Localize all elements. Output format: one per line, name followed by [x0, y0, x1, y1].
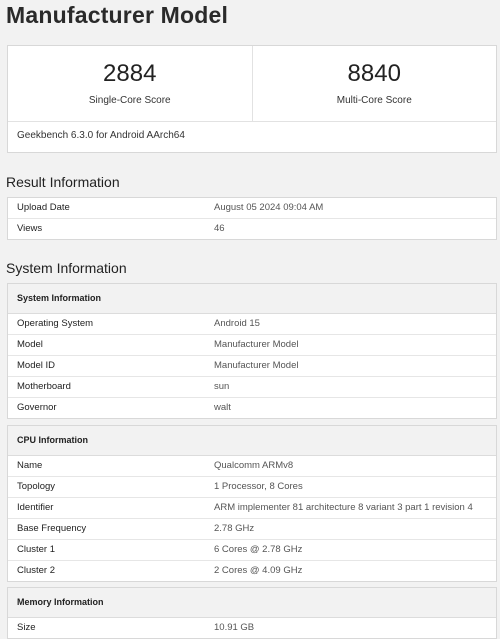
- result-information-table: [7, 197, 497, 240]
- multi-core-label: Multi-Core Score: [336, 95, 412, 106]
- row-value: 6 Cores @ 2.78 GHz: [214, 544, 303, 555]
- row-value: August 05 2024 09:04 AM: [214, 202, 324, 213]
- row-key: Model: [17, 339, 43, 350]
- row-value: Qualcomm ARMv8: [214, 460, 294, 471]
- row-value: Android 15: [214, 318, 260, 329]
- score-row: [8, 46, 496, 122]
- row-key: Views: [17, 223, 43, 234]
- table-row: [8, 498, 496, 519]
- row-key: Upload Date: [17, 202, 70, 213]
- row-key: Operating System: [17, 318, 94, 329]
- geekbench-version: Geekbench 6.3.0 for Android AArch64: [17, 130, 185, 141]
- table-row: [8, 477, 496, 498]
- row-value: 10.91 GB: [214, 622, 255, 633]
- table-row: [8, 456, 496, 477]
- row-key: Base Frequency: [17, 523, 87, 534]
- row-key: Governor: [17, 402, 57, 413]
- memory-information-table: [7, 587, 497, 639]
- row-value: 46: [214, 223, 225, 234]
- row-value: ARM implementer 81 architecture 8 variant 3 part 1 revision 4: [214, 502, 473, 513]
- row-value: Manufacturer Model: [214, 360, 299, 371]
- row-key: Size: [17, 622, 36, 633]
- row-value: 2.78 GHz: [214, 523, 255, 534]
- row-key: Cluster 1: [17, 544, 56, 555]
- table-row: [8, 519, 496, 540]
- table-row: [8, 377, 496, 398]
- row-value: 1 Processor, 8 Cores: [214, 481, 303, 492]
- page-title: Manufacturer Model: [6, 2, 229, 28]
- row-key: Cluster 2: [17, 565, 56, 576]
- multi-core-cell: [252, 46, 497, 121]
- table-row: [8, 398, 496, 418]
- row-key: Model ID: [17, 360, 56, 371]
- table-row: [8, 198, 496, 219]
- row-key: Motherboard: [17, 381, 71, 392]
- table-header: System Information: [8, 284, 496, 314]
- row-value: walt: [214, 402, 231, 413]
- system-information-title: System Information: [6, 260, 127, 276]
- row-value: sun: [214, 381, 230, 392]
- row-value: Manufacturer Model: [214, 339, 299, 350]
- row-key: Identifier: [17, 502, 54, 513]
- multi-core-score[interactable]: 8840: [347, 60, 401, 87]
- row-key: Topology: [17, 481, 56, 492]
- single-core-label: Single-Core Score: [88, 95, 171, 106]
- single-core-cell: [8, 46, 252, 121]
- row-key: Name: [17, 460, 43, 471]
- row-value: 2 Cores @ 4.09 GHz: [214, 565, 303, 576]
- single-core-score[interactable]: 2884: [103, 60, 157, 87]
- table-header: CPU Information: [8, 426, 496, 456]
- system-information-table: [7, 283, 497, 419]
- table-row: [8, 314, 496, 335]
- score-card: [7, 45, 497, 153]
- table-row: [8, 618, 496, 638]
- table-header: Memory Information: [8, 588, 496, 618]
- table-row: [8, 219, 496, 239]
- table-row: [8, 356, 496, 377]
- cpu-information-table: [7, 425, 497, 582]
- table-row: [8, 540, 496, 561]
- table-row: [8, 335, 496, 356]
- table-row: [8, 561, 496, 581]
- result-information-title: Result Information: [6, 174, 120, 190]
